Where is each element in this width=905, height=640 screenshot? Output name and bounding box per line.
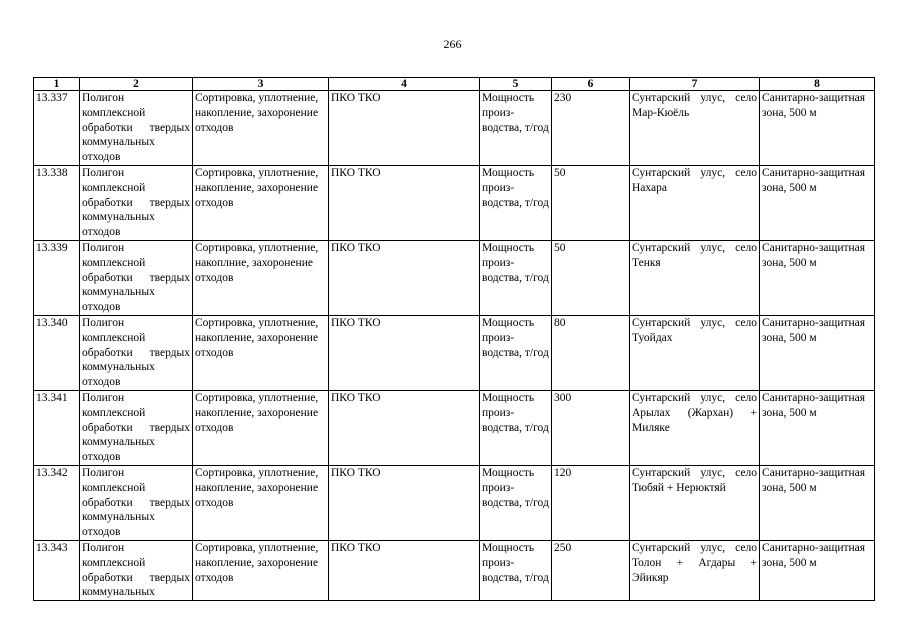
facility-purpose: Сортировка, уплотнение, накопление, захоронение отходов xyxy=(193,166,329,241)
location: Сунтарский улус, село Тенкя xyxy=(630,241,760,316)
capacity-value: 50 xyxy=(552,166,630,241)
facilities-table xyxy=(33,77,875,601)
protection-zone: Санитарно-защитная зона, 500 м xyxy=(760,316,875,391)
facility-name: Полигон комплексной обработки твердых коммунальных отходов xyxy=(80,316,193,391)
col-header-3: 3 xyxy=(193,78,329,91)
protection-zone: Санитарно-защитная зона, 500 м xyxy=(760,391,875,466)
protection-zone: Санитарно-защитная зона, 500 м xyxy=(760,466,875,541)
capacity-value: 230 xyxy=(552,91,630,166)
facility-purpose: Сортировка, уплотнение, накопление, захоронение отходов xyxy=(193,541,329,601)
col-header-5: 5 xyxy=(480,78,552,91)
protection-zone: Санитарно-защитная зона, 500 м xyxy=(760,91,875,166)
row-id: 13.340 xyxy=(34,316,80,391)
capacity-label: Мощность произ-водства, т/год xyxy=(480,241,552,316)
facility-purpose: Сортировка, уплотнение, накопление, захоронение отходов xyxy=(193,391,329,466)
capacity-label: Мощность произ-водства, т/год xyxy=(480,316,552,391)
capacity-value: 300 xyxy=(552,391,630,466)
facility-type: ПКО ТКО xyxy=(329,241,480,316)
location: Сунтарский улус, село Арылах (Жархан) + Миляке xyxy=(630,391,760,466)
capacity-label: Мощность произ-водства, т/год xyxy=(480,91,552,166)
capacity-label: Мощность произ-водства, т/год xyxy=(480,391,552,466)
location: Сунтарский улус, село Мар-Кюёль xyxy=(630,91,760,166)
facility-name: Полигон комплексной обработки твердых коммунальных отходов xyxy=(80,91,193,166)
protection-zone: Санитарно-защитная зона, 500 м xyxy=(760,241,875,316)
table-row xyxy=(34,316,875,391)
facility-name: Полигон комплексной обработки твердых коммунальных отходов xyxy=(80,166,193,241)
facility-purpose: Сортировка, уплотнение, накопление, захоронение отходов xyxy=(193,316,329,391)
capacity-label: Мощность произ-водства, т/год xyxy=(480,541,552,601)
facility-type: ПКО ТКО xyxy=(329,166,480,241)
row-id: 13.342 xyxy=(34,466,80,541)
table-row xyxy=(34,466,875,541)
col-header-7: 7 xyxy=(630,78,760,91)
facility-type: ПКО ТКО xyxy=(329,466,480,541)
location: Сунтарский улус, село Туойдах xyxy=(630,316,760,391)
capacity-value: 80 xyxy=(552,316,630,391)
col-header-4: 4 xyxy=(329,78,480,91)
row-id: 13.337 xyxy=(34,91,80,166)
facility-name: Полигон комплексной обработки твердых коммунальных отходов xyxy=(80,241,193,316)
protection-zone: Санитарно-защитная зона, 500 м xyxy=(760,541,875,601)
table-row xyxy=(34,91,875,166)
row-id: 13.339 xyxy=(34,241,80,316)
col-header-8: 8 xyxy=(760,78,875,91)
facility-name: Полигон комплексной обработки твердых коммунальных xyxy=(80,541,193,601)
location: Сунтарский улус, село Нахара xyxy=(630,166,760,241)
facility-name: Полигон комплексной обработки твердых коммунальных отходов xyxy=(80,466,193,541)
capacity-value: 250 xyxy=(552,541,630,601)
facility-purpose: Сортировка, уплотнение, накоплние, захоронение отходов xyxy=(193,241,329,316)
capacity-value: 50 xyxy=(552,241,630,316)
table-row xyxy=(34,391,875,466)
facility-purpose: Сортировка, уплотнение, накопление, захоронение отходов xyxy=(193,466,329,541)
facility-name: Полигон комплексной обработки твердых коммунальных отходов xyxy=(80,391,193,466)
header-row xyxy=(34,78,875,91)
location: Сунтарский улус, село Толон + Агдары + Эйикяр xyxy=(630,541,760,601)
location: Сунтарский улус, село Тюбяй + Нерюктяй xyxy=(630,466,760,541)
capacity-label: Мощность произ-водства, т/год xyxy=(480,166,552,241)
row-id: 13.338 xyxy=(34,166,80,241)
facility-purpose: Сортировка, уплотнение, накопление, захоронение отходов xyxy=(193,91,329,166)
facility-type: ПКО ТКО xyxy=(329,391,480,466)
table-row xyxy=(34,166,875,241)
row-id: 13.341 xyxy=(34,391,80,466)
col-header-2: 2 xyxy=(80,78,193,91)
protection-zone: Санитарно-защитная зона, 500 м xyxy=(760,166,875,241)
facility-type: ПКО ТКО xyxy=(329,541,480,601)
page-number: 266 xyxy=(443,37,462,51)
col-header-6: 6 xyxy=(552,78,630,91)
table-row xyxy=(34,241,875,316)
capacity-value: 120 xyxy=(552,466,630,541)
facility-type: ПКО ТКО xyxy=(329,316,480,391)
capacity-label: Мощность произ-водства, т/год xyxy=(480,466,552,541)
row-id: 13.343 xyxy=(34,541,80,601)
col-header-1: 1 xyxy=(34,78,80,91)
table-row xyxy=(34,541,875,601)
facility-type: ПКО ТКО xyxy=(329,91,480,166)
